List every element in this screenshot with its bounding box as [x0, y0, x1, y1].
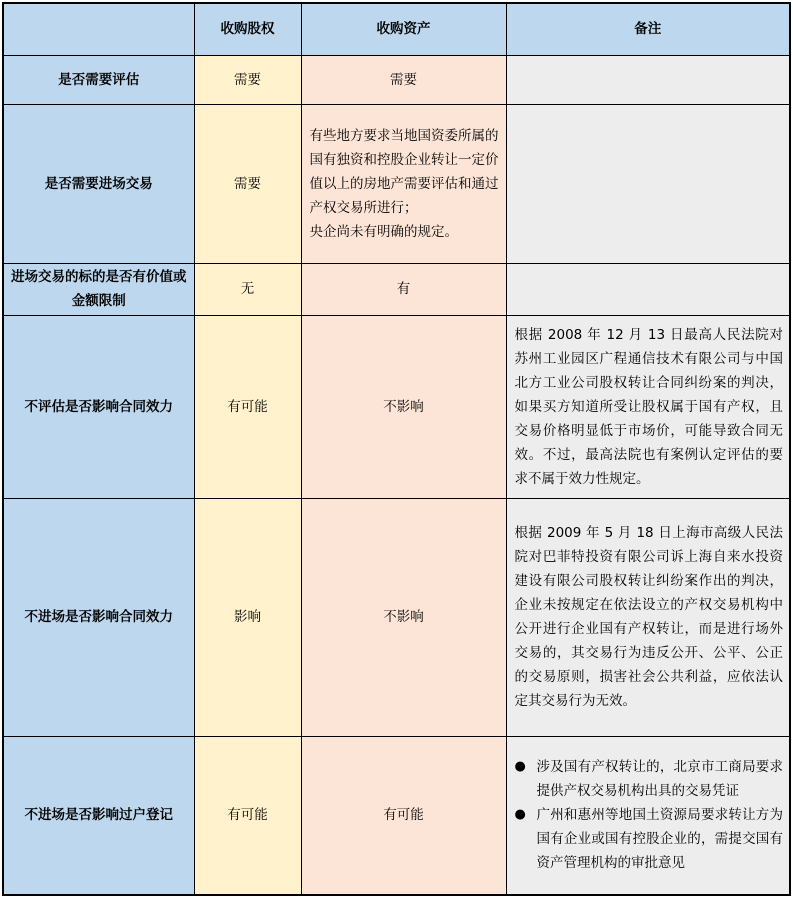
table-row: [3, 55, 790, 104]
header-row: [3, 3, 790, 55]
notes-cell: [506, 736, 790, 895]
header-notes: 备注: [506, 3, 790, 55]
header-equity: 收购股权: [194, 3, 301, 55]
equity-cell: 影响: [194, 498, 301, 736]
table-row: [3, 498, 790, 736]
equity-cell: 有可能: [194, 736, 301, 895]
bullet-item: [515, 803, 784, 875]
assets-text-line: 央企尚未有明确的规定。: [309, 223, 458, 240]
row-label: 不评估是否影响合同效力: [3, 315, 194, 498]
notes-cell: [506, 104, 790, 263]
row-label: 不进场是否影响合同效力: [3, 498, 194, 736]
header-assets: 收购资产: [301, 3, 506, 55]
notes-cell: [506, 55, 790, 104]
bullet-text: 广州和惠州等地国土资源局要求转让方为国有企业或国有控股企业的，需提交国有资产管理机构的审批意见: [536, 807, 783, 872]
assets-cell: 有可能: [301, 736, 506, 895]
row-label: 是否需要评估: [3, 55, 194, 104]
bullet-icon: ●: [514, 807, 526, 823]
comparison-table: [2, 2, 791, 896]
assets-text-line: 有些地方要求当地国资委所属的国有独资和控股企业转让一定价值以上的房地产需要评估和通过产权交易所进行；: [309, 127, 499, 216]
bullet-text: 涉及国有产权转让的，北京市工商局要求提供产权交易机构出具的交易凭证: [536, 759, 783, 800]
bullet-item: [515, 755, 784, 803]
equity-cell: 无: [194, 263, 301, 315]
table-row: [3, 104, 790, 263]
notes-cell: 根据 2009 年 5 月 18 日上海市高级人民法院对巴菲特投资有限公司诉上海自来水投资建设有限公司股权转让纠纷案作出的判决，企业未按规定在依法设立的产权交易机构中公开进行企业国有产权转让，而是进行场外交易的，其交易行为违反公开、公平、公正的交易原则，损害社会公共利益，应依法认定其交易行为无效。: [506, 498, 790, 736]
assets-cell: 需要: [301, 55, 506, 104]
equity-cell: 需要: [194, 55, 301, 104]
row-label: 不进场是否影响过户登记: [3, 736, 194, 895]
equity-cell: 有可能: [194, 315, 301, 498]
table-row: [3, 315, 790, 498]
row-label: 是否需要进场交易: [3, 104, 194, 263]
assets-cell: 不影响: [301, 315, 506, 498]
table-row: [3, 263, 790, 315]
notes-cell: 根据 2008 年 12 月 13 日最高人民法院对苏州工业园区广程通信技术有限公司与中国北方工业公司股权转让合同纠纷案的判决，如果买方知道所受让股权属于国有产权，且交易价格明显低于市场价，可能导致合同无效。不过，最高法院也有案例认定评估的要求不属于效力性规定。: [506, 315, 790, 498]
equity-cell: 需要: [194, 104, 301, 263]
row-label: 进场交易的标的是否有价值或金额限制: [3, 263, 194, 315]
notes-cell: [506, 263, 790, 315]
bullet-icon: ●: [514, 759, 526, 775]
assets-cell: 有: [301, 263, 506, 315]
assets-cell: [301, 104, 506, 263]
table-row: [3, 736, 790, 895]
assets-cell: 不影响: [301, 498, 506, 736]
header-corner: [3, 3, 194, 55]
